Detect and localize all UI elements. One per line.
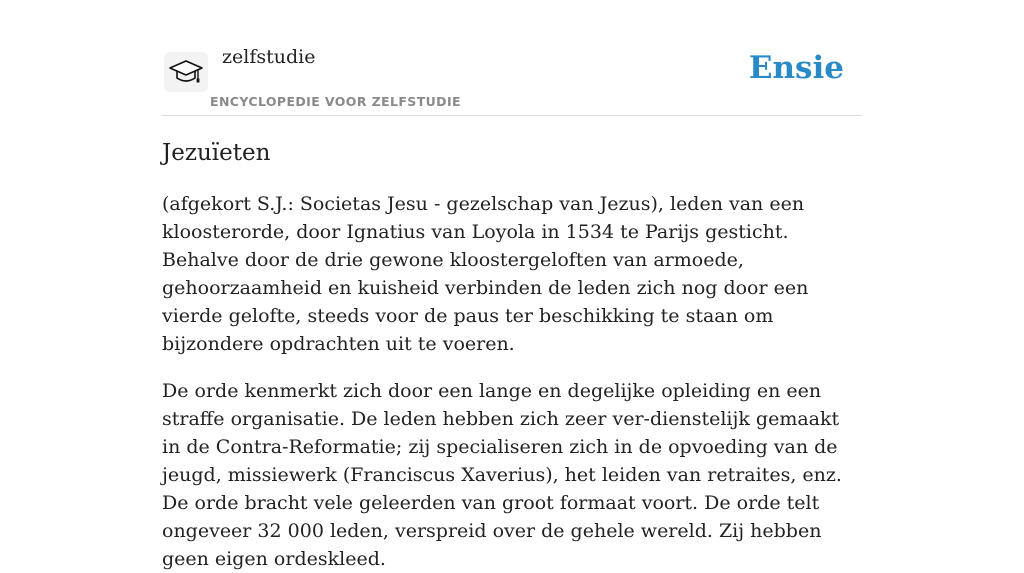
- page-container: [162, 0, 862, 573]
- site-name[interactable]: zelfstudie: [222, 46, 316, 68]
- article-paragraph: De orde kenmerkt zich door een lange en degelijke opleiding en een straffe organisatie. De leden hebben zich zeer ver-dienstelijk gemaakt in de Contra-Reformatie; zij specialiseren zich in de opvoeding van de jeugd, missiewerk (Franciscus Xaverius), het leiden van retraites, enz. De orde bracht vele geleerden van groot formaat voort. De orde telt ongeveer 32 000 leden, verspreid over de gehele wereld. Zij hebben geen eigen ordeskleed.: [162, 380, 842, 570]
- article-title: Jezuïeten: [162, 140, 271, 166]
- site-tagline: ENCYCLOPEDIE VOOR ZELFSTUDIE: [210, 94, 461, 109]
- site-header: [162, 0, 862, 116]
- brand-logo[interactable]: Ensie: [748, 50, 844, 86]
- graduation-cap-icon[interactable]: [164, 52, 208, 92]
- article-paragraph: (afgekort S.J.: Societas Jesu - gezelschap van Jezus), leden van een kloosterorde, door Ignatius van Loyola in 1534 te Parijs gesticht. Behalve door de drie gewone kloostergeloften van armoede, gehoorzaamheid en kuisheid verbinden de leden zich nog door een vierde gelofte, steeds voor de paus ter beschikking te staan om bijzondere opdrachten uit te voeren.: [162, 193, 809, 355]
